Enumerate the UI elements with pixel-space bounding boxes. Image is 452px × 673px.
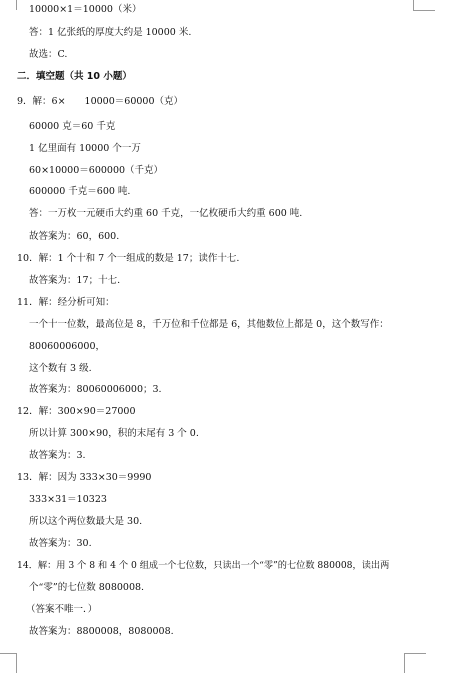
text-line: 10000×1＝10000（米） <box>29 4 142 15</box>
text-line: 10．解：1 个十和 7 个一组成的数是 17；读作十七. <box>17 253 240 264</box>
text-line: 14．解：用 3 个 8 和 4 个 0 组成一个七位数，只读出一个“零”的七位数 880008，读出两 <box>17 560 390 571</box>
text-line: 333×31＝10323 <box>29 494 107 505</box>
text-line: （答案不唯一．） <box>26 604 98 615</box>
text-line: 9．解：6× 10000＝60000（克） <box>17 96 183 107</box>
text-line: 所以这个两位数最大是 30. <box>29 516 143 527</box>
text-line: 13．解：因为 333×30＝9990 <box>17 472 152 483</box>
text-line: 故答案为：60，600. <box>29 231 120 242</box>
text-line: 600000 千克＝600 吨. <box>29 186 131 197</box>
text-line: 故答案为：3. <box>29 450 86 461</box>
text-line: 80060006000， <box>29 341 105 352</box>
text-line: 答：一万枚一元硬币大约重 60 千克，一亿枚硬币大约重 600 吨. <box>29 208 303 219</box>
crop-mark-top-right-v <box>413 0 414 10</box>
section-heading: 二．填空题（共 10 小题） <box>17 71 132 82</box>
crop-mark-bottom-right-h <box>404 653 426 654</box>
text-line: 一个十一位数，最高位是 8，千万位和千位都是 6，其他数位上都是 0，这个数写作： <box>29 319 389 330</box>
text-line: 个“零”的七位数 8080008. <box>29 582 145 593</box>
text-line: 故答案为：80060006000；3. <box>29 384 162 395</box>
text-line: 故答案为：30. <box>29 538 92 549</box>
text-line: 12．解：300×90＝27000 <box>17 406 136 417</box>
crop-mark-top-left-v <box>16 0 17 10</box>
text-line: 所以计算 300×90，积的末尾有 3 个 0. <box>29 428 199 439</box>
text-line: 这个数有 3 级. <box>29 363 92 374</box>
crop-mark-bottom-right-v <box>404 653 405 673</box>
crop-mark-bottom-left-v <box>16 653 17 673</box>
text-line: 故答案为：17；十七. <box>29 275 121 286</box>
crop-mark-top-right-h <box>413 10 435 11</box>
text-line: 1 亿里面有 10000 个一万 <box>29 143 141 154</box>
text-line: 11．解：经分析可知： <box>17 297 115 308</box>
text-line: 答：1 亿张纸的厚度大约是 10000 米. <box>29 27 192 38</box>
text-line: 60×10000＝600000（千克） <box>29 165 164 176</box>
text-line: 故选：C. <box>29 49 68 60</box>
text-line: 故答案为：8800008，8080008. <box>29 626 174 637</box>
text-line: 60000 克＝60 千克 <box>29 121 116 132</box>
crop-mark-bottom-left-h <box>0 653 16 654</box>
